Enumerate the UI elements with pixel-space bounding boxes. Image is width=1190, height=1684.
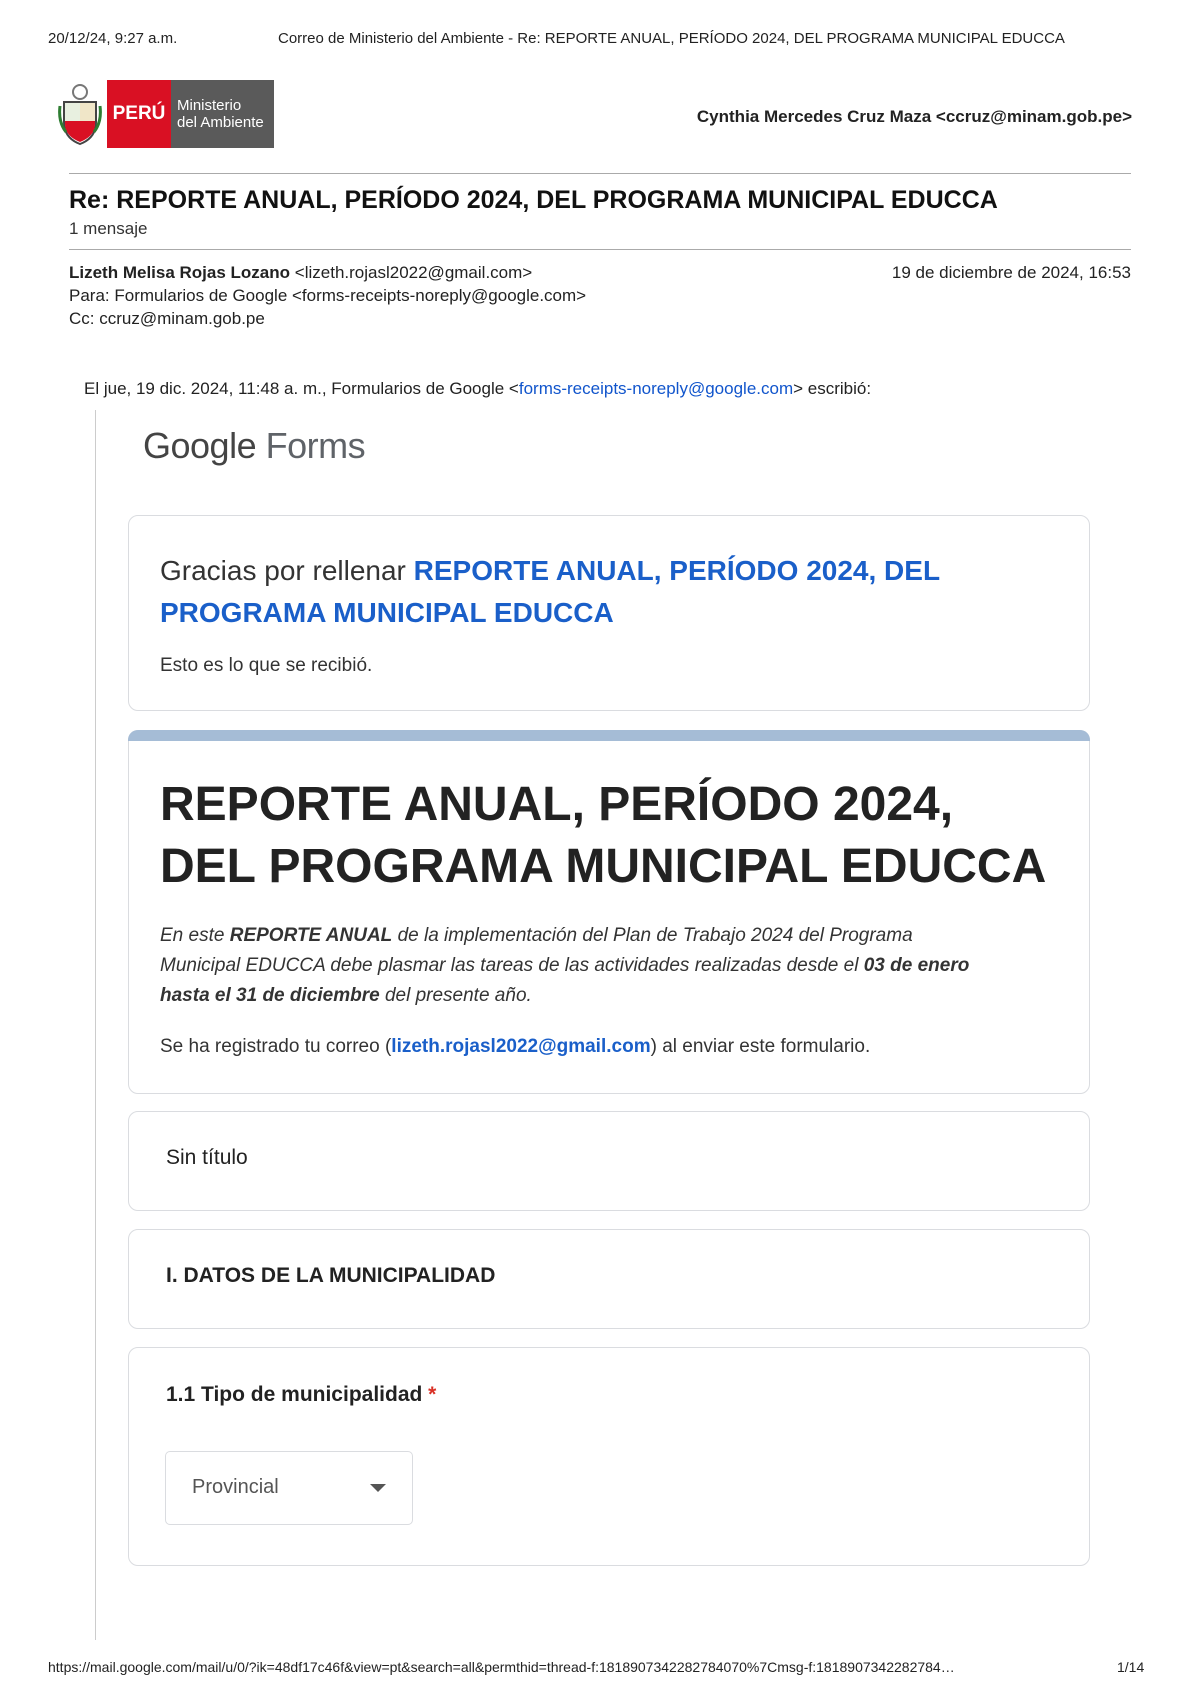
quote-suffix: > escribió:	[793, 379, 872, 398]
form-color-band	[128, 730, 1090, 741]
form-title-card	[128, 730, 1090, 1094]
section-untitled-title: Sin título	[166, 1146, 248, 1169]
registered-prefix: Se ha registrado tu correo (	[160, 1036, 392, 1057]
desc-bold: hasta el 31 de diciembre	[160, 985, 380, 1006]
ministry-line2: del Ambiente	[177, 114, 264, 131]
registered-email-note	[160, 1036, 870, 1058]
quote-bar	[95, 410, 96, 1640]
account-name: Cynthia Mercedes Cruz Maza <ccruz@minam.gob.pe>	[696, 107, 1132, 126]
footer-page: 1/14	[1117, 1659, 1145, 1675]
form-title-line2: DEL PROGRAMA MUNICIPAL EDUCCA	[160, 840, 1047, 893]
desc-part: En este	[160, 925, 230, 946]
section-1-title: I. DATOS DE LA MUNICIPALIDAD	[166, 1264, 496, 1287]
thread-subject: Re: REPORTE ANUAL, PERÍODO 2024, DEL PROGRAMA MUNICIPAL EDUCCA	[69, 186, 998, 214]
forms-wordmark: Forms	[265, 425, 366, 466]
section-untitled-card	[128, 1111, 1090, 1211]
required-mark: *	[428, 1383, 437, 1406]
desc-part: Municipal EDUCCA debe plasmar las tareas de las actividades realizadas desde el	[160, 955, 864, 976]
sender-name: Lizeth Melisa Rojas Lozano	[69, 263, 291, 282]
peru-logo-text: PERÚ	[107, 80, 171, 148]
question-title	[166, 1383, 436, 1407]
section-1-card	[128, 1229, 1090, 1329]
chevron-down-icon	[370, 1484, 386, 1492]
peru-coat-of-arms-icon	[58, 82, 102, 146]
sender-email: <lizeth.rojasl2022@gmail.com>	[294, 263, 533, 282]
registered-suffix: ) al enviar este formulario.	[650, 1036, 871, 1057]
desc-bold: 03 de enero	[863, 955, 970, 976]
ministry-line1: Ministerio	[177, 97, 242, 114]
select-value: Provincial	[192, 1476, 279, 1498]
message-count: 1 mensaje	[69, 219, 148, 238]
thanks-prefix: Gracias por rellenar	[160, 555, 414, 586]
google-forms-logo	[143, 425, 365, 467]
thanks-form-title-1: REPORTE ANUAL, PERÍODO 2024, DEL	[413, 555, 941, 586]
quote-intro	[84, 379, 871, 399]
quote-email-link[interactable]: forms-receipts-noreply@google.com	[518, 379, 794, 398]
form-description	[160, 921, 1070, 1011]
thanks-card	[128, 515, 1090, 711]
registered-email: lizeth.rojasl2022@gmail.com	[391, 1036, 651, 1057]
ministry-logo	[171, 80, 274, 148]
message-date: 19 de diciembre de 2024, 16:53	[891, 263, 1131, 282]
print-page-title: Correo de Ministerio del Ambiente - Re: REPORTE ANUAL, PERÍODO 2024, DEL PROGRAMA MUNICIPAL EDUCCA	[278, 30, 1065, 47]
divider	[69, 249, 1131, 250]
thanks-form-title-2: PROGRAMA MUNICIPAL EDUCCA	[160, 597, 614, 628]
divider	[69, 173, 1131, 174]
thanks-text	[160, 550, 1060, 634]
desc-part: de la implementación del Plan de Trabajo 2024 del Programa	[392, 925, 913, 946]
form-title-line1: REPORTE ANUAL, PERÍODO 2024,	[160, 778, 954, 831]
desc-bold: REPORTE ANUAL	[229, 925, 393, 946]
google-wordmark: Google	[143, 425, 257, 466]
message-to: Para: Formularios de Google <forms-receipts-noreply@google.com>	[69, 286, 587, 305]
message-cc: Cc: ccruz@minam.gob.pe	[69, 309, 265, 328]
desc-part: del presente año.	[379, 985, 532, 1006]
footer-url: https://mail.google.com/mail/u/0/?ik=48df17c46f&view=pt&search=all&permthid=thread-f:1818907342282784070%7Cmsg-f:1818907342282784…	[48, 1659, 955, 1675]
message-from	[69, 263, 532, 283]
print-datetime: 20/12/24, 9:27 a.m.	[48, 30, 178, 47]
question-label: 1.1 Tipo de municipalidad	[166, 1383, 423, 1406]
received-text: Esto es lo que se recibió.	[160, 655, 373, 676]
form-title	[160, 774, 1046, 898]
quote-prefix: El jue, 19 dic. 2024, 11:48 a. m., Formularios de Google <	[84, 379, 519, 398]
